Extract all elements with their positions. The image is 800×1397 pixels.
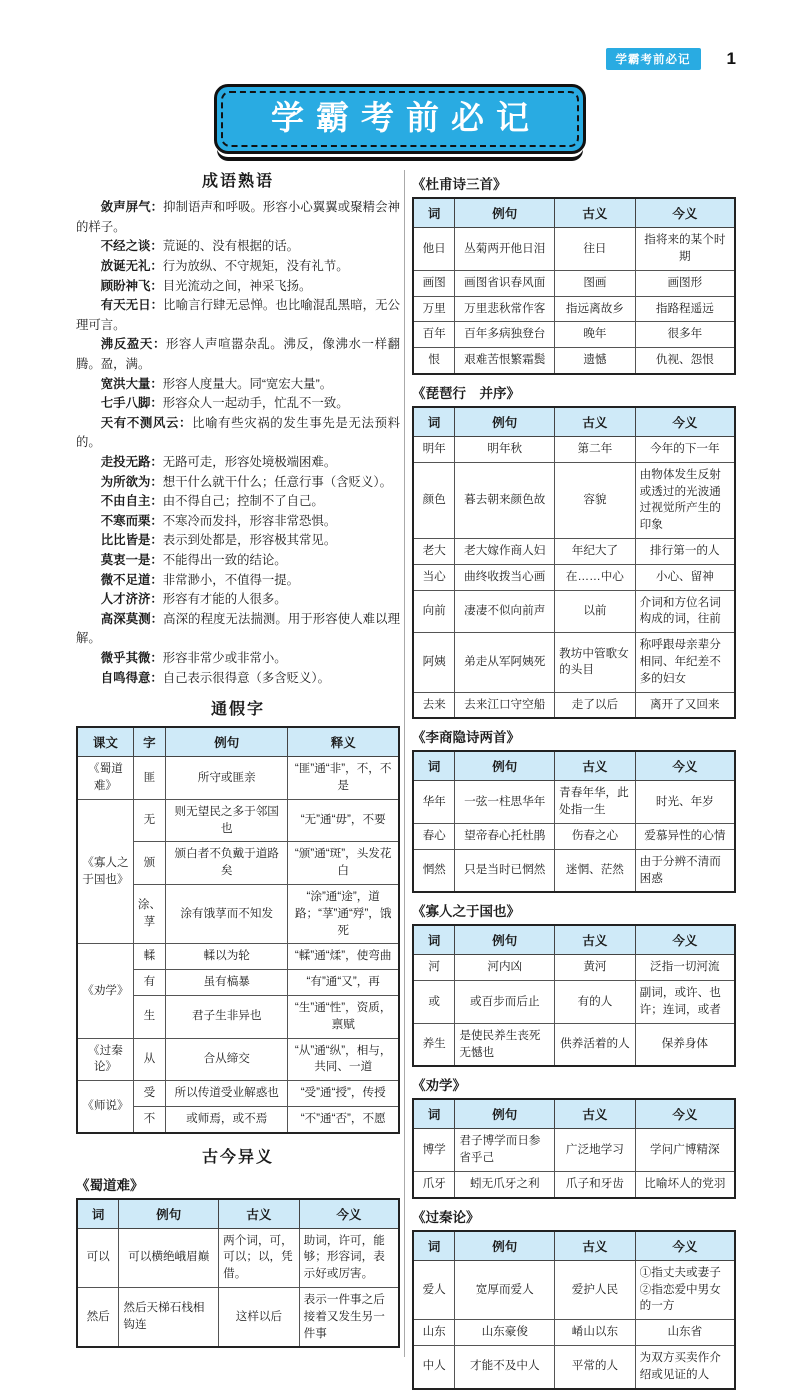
table-cell: 在……中心 [555, 564, 636, 590]
table-cell: 爱慕异性的心情 [635, 824, 735, 850]
table-cell: 山东省 [635, 1320, 735, 1346]
table-row [77, 944, 399, 970]
table-cell: 迷惘、茫然 [555, 849, 636, 892]
table-cell: 然后天梯石栈相钩连 [119, 1288, 219, 1348]
table-cell: 百年 [413, 322, 455, 348]
table-cell: 画图 [413, 270, 455, 296]
banner-wrap [0, 0, 800, 154]
table-cell: 学问广博精深 [635, 1129, 735, 1172]
table-row [413, 633, 735, 692]
column-header: 例句 [166, 727, 288, 757]
table-cell: 容貌 [555, 462, 636, 538]
table-cell: 颜色 [413, 462, 455, 538]
table-cell: 生 [133, 995, 165, 1038]
table-cell: 有 [133, 970, 165, 996]
tongjiazi-table [76, 726, 400, 1134]
table-cell: 当心 [413, 564, 455, 590]
table-cell: 所以传道受业解惑也 [166, 1081, 288, 1107]
table-cell: 然后 [77, 1288, 119, 1348]
table-row [413, 462, 735, 538]
table-row [413, 1023, 735, 1066]
gujin-table [76, 1198, 400, 1349]
table-cell: 华年 [413, 781, 455, 824]
running-head [606, 48, 736, 70]
table-cell: 表示一件事之后接着又发生另一件事 [299, 1288, 399, 1348]
table-cell: 山东 [413, 1320, 455, 1346]
table-cell: 万里 [413, 296, 455, 322]
table-cell: 不 [133, 1106, 165, 1132]
table-cell: “从”通“纵”，相与，共同、一道 [288, 1038, 399, 1081]
table-cell: 望帝春心托杜鹃 [455, 824, 555, 850]
table-cell: 走了以后 [555, 692, 636, 718]
table-row [77, 1038, 399, 1081]
table-cell: 宽厚而爱人 [455, 1260, 555, 1319]
idiom-entry: 顾盼神飞：目光流动之间，神采飞扬。 [100, 278, 312, 293]
table-cell: 涂有饿莩而不知发 [166, 884, 288, 943]
idiom-entry: 自鸣得意：自己表示很得意（多含贬义）。 [100, 670, 331, 685]
table-row [77, 1288, 399, 1348]
idiom-term: 比比皆是： [100, 533, 163, 548]
table-cell: 艰难苦恨繁霜鬓 [455, 348, 555, 374]
table-subtitle: 《寡人之于国也》 [412, 904, 520, 920]
table-cell: 泛指一切河流 [635, 955, 735, 981]
table-cell: 明年 [413, 437, 455, 463]
table-cell: 崤山以东 [555, 1320, 636, 1346]
table-cell: 有的人 [555, 981, 636, 1024]
table-cell: 或师焉，或不焉 [166, 1106, 288, 1132]
table-cell: 排行第一的人 [635, 539, 735, 565]
table-cell: 颁白者不负戴于道路矣 [166, 842, 288, 885]
table-cell: 晚年 [555, 322, 636, 348]
table-subtitle: 《杜甫诗三首》 [412, 177, 507, 193]
table-row [413, 539, 735, 565]
table-row [413, 1129, 735, 1172]
column-header: 字 [133, 727, 165, 757]
column-header: 例句 [455, 925, 555, 955]
table-subtitle: 《劝学》 [412, 1078, 466, 1094]
table-cell: 君子博学而日参省乎己 [455, 1129, 555, 1172]
table-cell: “有”通“又”，再 [288, 970, 399, 996]
table-cell: 老大嫁作商人妇 [455, 539, 555, 565]
column-header: 古义 [555, 407, 636, 437]
table-subtitle: 《过秦论》 [412, 1209, 480, 1225]
table-cell: 广泛地学习 [555, 1129, 636, 1172]
table-cell: “生”通“性”，资质，禀赋 [288, 995, 399, 1038]
table-cell: “輮”通“煣”，使弯曲 [288, 944, 399, 970]
table-cell: 山东豪俊 [455, 1320, 555, 1346]
table-cell: 百年多病独登台 [455, 322, 555, 348]
idiom-entry: 宽洪大量：形容人度量大。同“宽宏大量”。 [100, 376, 333, 391]
column-header: 词 [413, 198, 455, 228]
idiom-entry: 不经之谈：荒诞的、没有根据的话。 [100, 239, 300, 254]
column-header: 例句 [119, 1199, 219, 1229]
table-cell: 小心、留神 [635, 564, 735, 590]
idiom-list [76, 198, 400, 688]
column-header: 今义 [635, 1231, 735, 1261]
table-cell: 第二年 [555, 437, 636, 463]
column-header: 今义 [635, 198, 735, 228]
column-header: 古义 [555, 925, 636, 955]
table-cell: 指远离故乡 [555, 296, 636, 322]
right-column [408, 166, 736, 1396]
idiom-term: 莫衷一是： [100, 552, 163, 567]
idiom-entry: 莫衷一是：不能得出一致的结论。 [100, 552, 287, 567]
table-cell: 遗憾 [555, 348, 636, 374]
gujin-left-tables [76, 1174, 400, 1349]
idiom-entry: 有天无日：比喻言行肆无忌惮。也比喻混乱黑暗，无公理可言。 [76, 298, 401, 332]
column-header: 例句 [455, 751, 555, 781]
table-row [413, 824, 735, 850]
idiom-term: 宽洪大量： [100, 376, 163, 391]
table-cell: 中人 [413, 1345, 455, 1388]
table-subtitle: 《琵琶行 并序》 [412, 386, 520, 402]
column-header: 课文 [77, 727, 133, 757]
table-cell: 指将来的某个时期 [635, 228, 735, 271]
idiom-term: 不由自主： [100, 494, 163, 509]
table-cell: 阿姨 [413, 633, 455, 692]
table-row [413, 692, 735, 718]
table-row [77, 757, 399, 800]
idiom-term: 沸反盈天： [100, 337, 166, 352]
table-cell: 由物体发生反射或透过的光波通过视觉所产生的印象 [635, 462, 735, 538]
table-cell: “受”通“授”，传授 [288, 1081, 399, 1107]
column-header: 词 [413, 1099, 455, 1129]
idiom-term: 有天无日： [100, 298, 164, 313]
table-cell: 惘然 [413, 849, 455, 892]
column-header: 今义 [635, 1099, 735, 1129]
idiom-entry: 为所欲为：想干什么就干什么；任意行事（含贬义）。 [100, 474, 392, 489]
course-cell: 《过秦论》 [77, 1038, 133, 1081]
column-header: 词 [413, 751, 455, 781]
table-cell: 供养活着的人 [555, 1023, 636, 1066]
table-cell: 是使民养生丧死无憾也 [455, 1023, 555, 1066]
table-cell: 平常的人 [555, 1345, 636, 1388]
course-cell: 《蜀道难》 [77, 757, 133, 800]
table-cell: 一弦一柱思华年 [455, 781, 555, 824]
table-cell: 副词，或许、也许；连词，或者 [635, 981, 735, 1024]
table-row [413, 1260, 735, 1319]
table-cell: 教坊中管歌女的头目 [555, 633, 636, 692]
table-cell: 时光、年岁 [635, 781, 735, 824]
column-header: 古义 [555, 751, 636, 781]
idiom-term: 为所欲为： [100, 474, 163, 489]
idiom-entry: 人才济济：形容有才能的人很多。 [100, 592, 287, 607]
table-cell: 爱护人民 [555, 1260, 636, 1319]
table-cell: “涂”通“途”，道路；“莩”通“殍”，饿死 [288, 884, 399, 943]
idiom-term: 自鸣得意： [100, 670, 163, 685]
table-cell: 輮以为轮 [166, 944, 288, 970]
table-cell: 介词和方位名词构成的词，往前 [635, 590, 735, 633]
table-cell: 伤春之心 [555, 824, 636, 850]
table-cell: “颁”通“斑”，头发花白 [288, 842, 399, 885]
table-cell: 颁 [133, 842, 165, 885]
column-header: 例句 [455, 407, 555, 437]
table-cell: 君子生非异也 [166, 995, 288, 1038]
table-row [413, 564, 735, 590]
table-cell: 指路程遥远 [635, 296, 735, 322]
course-cell: 《师说》 [77, 1081, 133, 1133]
column-header: 古义 [555, 198, 636, 228]
gujin-table [412, 1098, 736, 1198]
table-row [413, 228, 735, 271]
idiom-entry: 高深莫测：高深的程度无法揣测。用于形容使人难以理解。 [76, 611, 401, 646]
gujin-table [412, 924, 736, 1067]
idiom-entry: 天有不测风云：比喻有些灾祸的发生事先是无法预料的。 [76, 415, 401, 450]
table-cell: 年纪大了 [555, 539, 636, 565]
table-cell: ①指丈夫或妻子②指恋爱中男女的一方 [635, 1260, 735, 1319]
table-cell: 养生 [413, 1023, 455, 1066]
table-cell: 这样以后 [219, 1288, 300, 1348]
table-cell: 或 [413, 981, 455, 1024]
idiom-entry: 七手八脚：形容众人一起动手，忙乱不一致。 [100, 396, 349, 411]
table-cell: 无 [133, 799, 165, 842]
gujin-table [412, 406, 736, 719]
table-cell: 称呼跟母亲辈分相同、年纪差不多的妇女 [635, 633, 735, 692]
table-cell: 万里悲秋常作客 [455, 296, 555, 322]
idiom-term: 人才济济： [100, 592, 163, 607]
table-cell: 很多年 [635, 322, 735, 348]
idiom-term: 敛声屏气： [100, 200, 164, 215]
table-cell: “匪”通“非”，不，不是 [288, 757, 399, 800]
idiom-term: 高深莫测： [100, 611, 164, 626]
table-cell: 由于分辨不清而困惑 [635, 849, 735, 892]
idiom-term: 微乎其微： [100, 650, 163, 665]
table-cell: 凄凄不似向前声 [455, 590, 555, 633]
section-title-idioms: 成语熟语 [201, 173, 274, 191]
table-cell: 青春年华，此处指一生 [555, 781, 636, 824]
table-cell: 仇视、怨恨 [635, 348, 735, 374]
table-cell: 博学 [413, 1129, 455, 1172]
table-cell: 曲终收拨当心画 [455, 564, 555, 590]
table-cell: 春心 [413, 824, 455, 850]
table-row [413, 849, 735, 892]
table-cell: 蚓无爪牙之利 [455, 1172, 555, 1198]
table-row [413, 981, 735, 1024]
table-cell: 则无望民之多于邻国也 [166, 799, 288, 842]
course-cell: 《劝学》 [77, 944, 133, 1038]
table-cell: 去来 [413, 692, 455, 718]
table-cell: 才能不及中人 [455, 1345, 555, 1388]
page-title: 学霸考前必记 [271, 99, 541, 136]
column-header: 例句 [455, 1099, 555, 1129]
table-row [413, 955, 735, 981]
idiom-entry: 放诞无礼：行为放纵、不守规矩，没有礼节。 [100, 259, 349, 274]
header-tag: 学霸考前必记 [606, 48, 701, 70]
table-cell: 老大 [413, 539, 455, 565]
tongjiazi-table-container [76, 726, 400, 1134]
table-cell: 明年秋 [455, 437, 555, 463]
table-cell: 两个词，可，可以；以，凭借。 [219, 1228, 300, 1287]
idiom-entry: 不由自主：由不得自己；控制不了自己。 [100, 494, 324, 509]
table-cell: 可以 [77, 1228, 119, 1287]
column-header: 词 [77, 1199, 119, 1229]
section-title-tongjiazi: 通假字 [210, 701, 265, 719]
title-banner [214, 84, 586, 154]
table-cell: 涂、莩 [133, 884, 165, 943]
table-row [413, 322, 735, 348]
table-cell: 比喻坏人的党羽 [635, 1172, 735, 1198]
table-cell: 暮去朝来颜色故 [455, 462, 555, 538]
table-cell: 向前 [413, 590, 455, 633]
table-cell: 图画 [555, 270, 636, 296]
table-cell: 画图省识春风面 [455, 270, 555, 296]
idiom-term: 天有不测风云： [100, 415, 193, 430]
table-subtitle: 《李商隐诗两首》 [412, 730, 520, 746]
column-header: 今义 [299, 1199, 399, 1229]
table-cell: 以前 [555, 590, 636, 633]
column-header: 词 [413, 1231, 455, 1261]
idiom-entry: 沸反盈天：形容人声喧嚣杂乱。沸反，像沸水一样翻腾。盈，满。 [76, 337, 401, 372]
column-divider [404, 170, 405, 1356]
table-row [413, 1345, 735, 1388]
idiom-term: 微不足道： [100, 572, 163, 587]
table-cell: 匪 [133, 757, 165, 800]
table-cell: 画图形 [635, 270, 735, 296]
table-cell: 虽有槁暴 [166, 970, 288, 996]
table-cell: 或百步而后止 [455, 981, 555, 1024]
table-cell: 丛菊两开他日泪 [455, 228, 555, 271]
table-row [413, 296, 735, 322]
table-cell: 保养身体 [635, 1023, 735, 1066]
table-row [413, 1320, 735, 1346]
table-cell: 黄河 [555, 955, 636, 981]
table-row [413, 437, 735, 463]
table-cell: 河 [413, 955, 455, 981]
table-cell: 今年的下一年 [635, 437, 735, 463]
column-header: 词 [413, 407, 455, 437]
column-header: 今义 [635, 925, 735, 955]
column-header: 释义 [288, 727, 399, 757]
column-header: 古义 [555, 1231, 636, 1261]
table-cell: 爪牙 [413, 1172, 455, 1198]
table-cell: 他日 [413, 228, 455, 271]
gujin-right-tables [412, 173, 736, 1389]
table-row [77, 1228, 399, 1287]
table-cell: 恨 [413, 348, 455, 374]
title-banner-inner [221, 91, 579, 147]
section-title-gujin: 古今异义 [201, 1148, 274, 1166]
course-cell: 《寡人之于国也》 [77, 799, 133, 944]
idiom-entry: 不寒而栗：不寒冷而发抖，形容非常恐惧。 [100, 513, 337, 528]
idiom-term: 不经之谈： [100, 239, 163, 254]
table-cell: 只是当时已惘然 [455, 849, 555, 892]
gujin-table [412, 1230, 736, 1390]
table-cell: 往日 [555, 228, 636, 271]
column-header: 今义 [635, 407, 735, 437]
table-subtitle: 《蜀道难》 [76, 1177, 144, 1193]
table-cell: 爪子和牙齿 [555, 1172, 636, 1198]
table-cell: 去来江口守空船 [455, 692, 555, 718]
idiom-entry: 微不足道：非常渺小，不值得一提。 [100, 572, 300, 587]
idiom-term: 七手八脚： [100, 396, 163, 411]
table-cell: 河内凶 [455, 955, 555, 981]
idiom-entry: 敛声屏气：抑制语声和呼吸。形容小心翼翼或聚精会神的样子。 [76, 200, 401, 234]
table-cell: 爱人 [413, 1260, 455, 1319]
idiom-term: 不寒而栗： [100, 513, 163, 528]
column-header: 例句 [455, 198, 555, 228]
column-header: 古义 [555, 1099, 636, 1129]
left-column [76, 166, 400, 1396]
table-row [413, 1172, 735, 1198]
page-number: 1 [726, 49, 736, 68]
table-row [413, 590, 735, 633]
table-row [413, 781, 735, 824]
table-cell: 可以横绝峨眉巅 [119, 1228, 219, 1287]
table-cell: 助词，许可，能够；形容词，表示好或厉害。 [299, 1228, 399, 1287]
idiom-term: 放诞无礼： [100, 259, 163, 274]
gujin-table [412, 750, 736, 893]
table-row [413, 348, 735, 374]
table-cell: 离开了又回来 [635, 692, 735, 718]
table-cell: 所守或匪亲 [166, 757, 288, 800]
table-cell: “不”通“否”，不愿 [288, 1106, 399, 1132]
column-header: 古义 [219, 1199, 300, 1229]
idiom-entry: 走投无路：无路可走，形容处境极端困难。 [100, 455, 337, 470]
table-row [413, 270, 735, 296]
table-cell: 受 [133, 1081, 165, 1107]
table-row [77, 1081, 399, 1107]
column-header: 例句 [455, 1231, 555, 1261]
table-cell: “无”通“毋”，不要 [288, 799, 399, 842]
content-columns [0, 154, 800, 1396]
table-cell: 合从缔交 [166, 1038, 288, 1081]
idiom-entry: 比比皆是：表示到处都是，形容极其常见。 [100, 533, 337, 548]
table-row [77, 799, 399, 842]
column-header: 今义 [635, 751, 735, 781]
idiom-term: 顾盼神飞： [100, 278, 163, 293]
table-cell: 弟走从军阿姨死 [455, 633, 555, 692]
gujin-table [412, 197, 736, 375]
table-cell: 从 [133, 1038, 165, 1081]
table-cell: 为双方买卖作介绍或见证的人 [635, 1345, 735, 1388]
table-cell: 輮 [133, 944, 165, 970]
idiom-term: 走投无路： [100, 455, 163, 470]
column-header: 词 [413, 925, 455, 955]
idiom-entry: 微乎其微：形容非常少或非常小。 [100, 650, 287, 665]
